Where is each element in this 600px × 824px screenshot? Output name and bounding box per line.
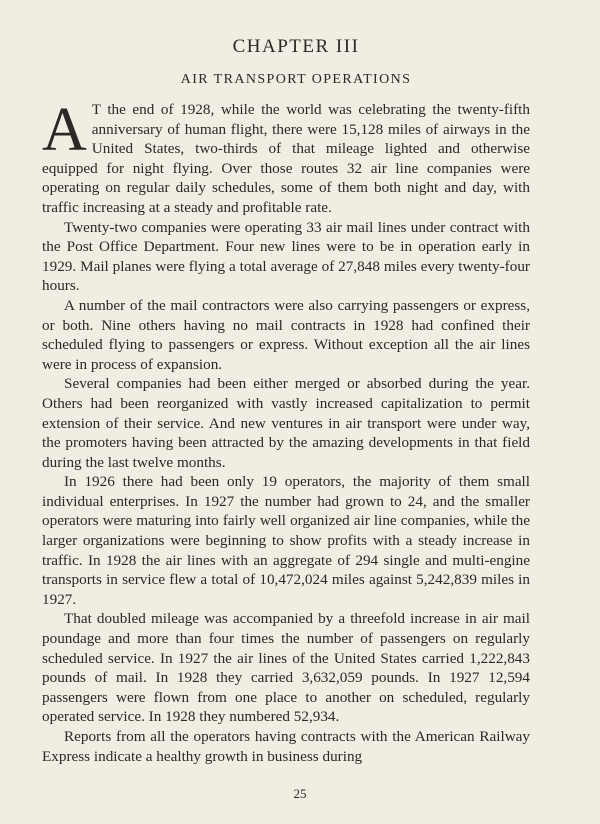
body-text (42, 96, 530, 766)
chapter-title: CHAPTER III (232, 36, 360, 57)
paragraph-5: In 1926 there had been only 19 operators, the majority of them small individual enterprises. In 1927 the number had grown to 24, and the smaller operators were maturing into fairly well organized air line companies, while the larger organizations were beginning to show profits with a steady increase in traffic. In 1928 the air lines with an aggregate of 294 single and multi-engine transports in service flew a total of 10,472,024 miles against 5,242,839 miles in 1927. (42, 473, 530, 608)
paragraph-6: That doubled mileage was accompanied by a threefold increase in air mail poundage and more than four times the number of passengers on regularly scheduled service. In 1927 the air lines of the United States carried 1,222,843 pounds of mail. In 1928 they carried 3,632,059 pounds. In 1927 12,594 passengers were flown from one place to another on scheduled, regularly operated service. In 1928 they numbered 52,934. (42, 610, 530, 726)
paragraph-2: Twenty-two companies were operating 33 air mail lines under contract with the Post Office Department. Four new lines were to be in operation early in 1929. Mail planes were flying a total average of 27,848 miles every twenty-four hours. (42, 218, 530, 295)
section-title: AIR TRANSPORT OPERATIONS (180, 72, 412, 87)
paragraph-7: Reports from all the operators having contracts with the American Railway Express indicate a healthy growth in business during (42, 728, 530, 765)
paragraph-1-text: T the end of 1928, while the world was celebrating the twenty-fifth anniversary of human flight, there were 15,128 miles of airways in the United States, two-thirds of that mileage lighted and otherwise equipped for night flying. Over those routes 32 air line companies were operating on regular daily schedules, some of them both night and day, with traffic increasing at a steady and profitable rate. (42, 101, 530, 216)
drop-cap: A (42, 96, 87, 164)
paragraph-1 (42, 96, 530, 218)
paragraph-3: A number of the mail contractors were also carrying passengers or express, or both. Nine others having no mail contracts in 1928 had confined their scheduled flying to passengers or express. Without exception all the air lines were in process of expansion. (42, 296, 530, 373)
paragraph-4: Several companies had been either merged or absorbed during the year. Others had been reorganized with vastly increased capitalization to permit extension of their service. And new ventures in air transport were under way, the promoters having been attracted by the amazing developments in that field during the last twelve months. (42, 375, 530, 471)
page-number: 25 (293, 786, 307, 801)
